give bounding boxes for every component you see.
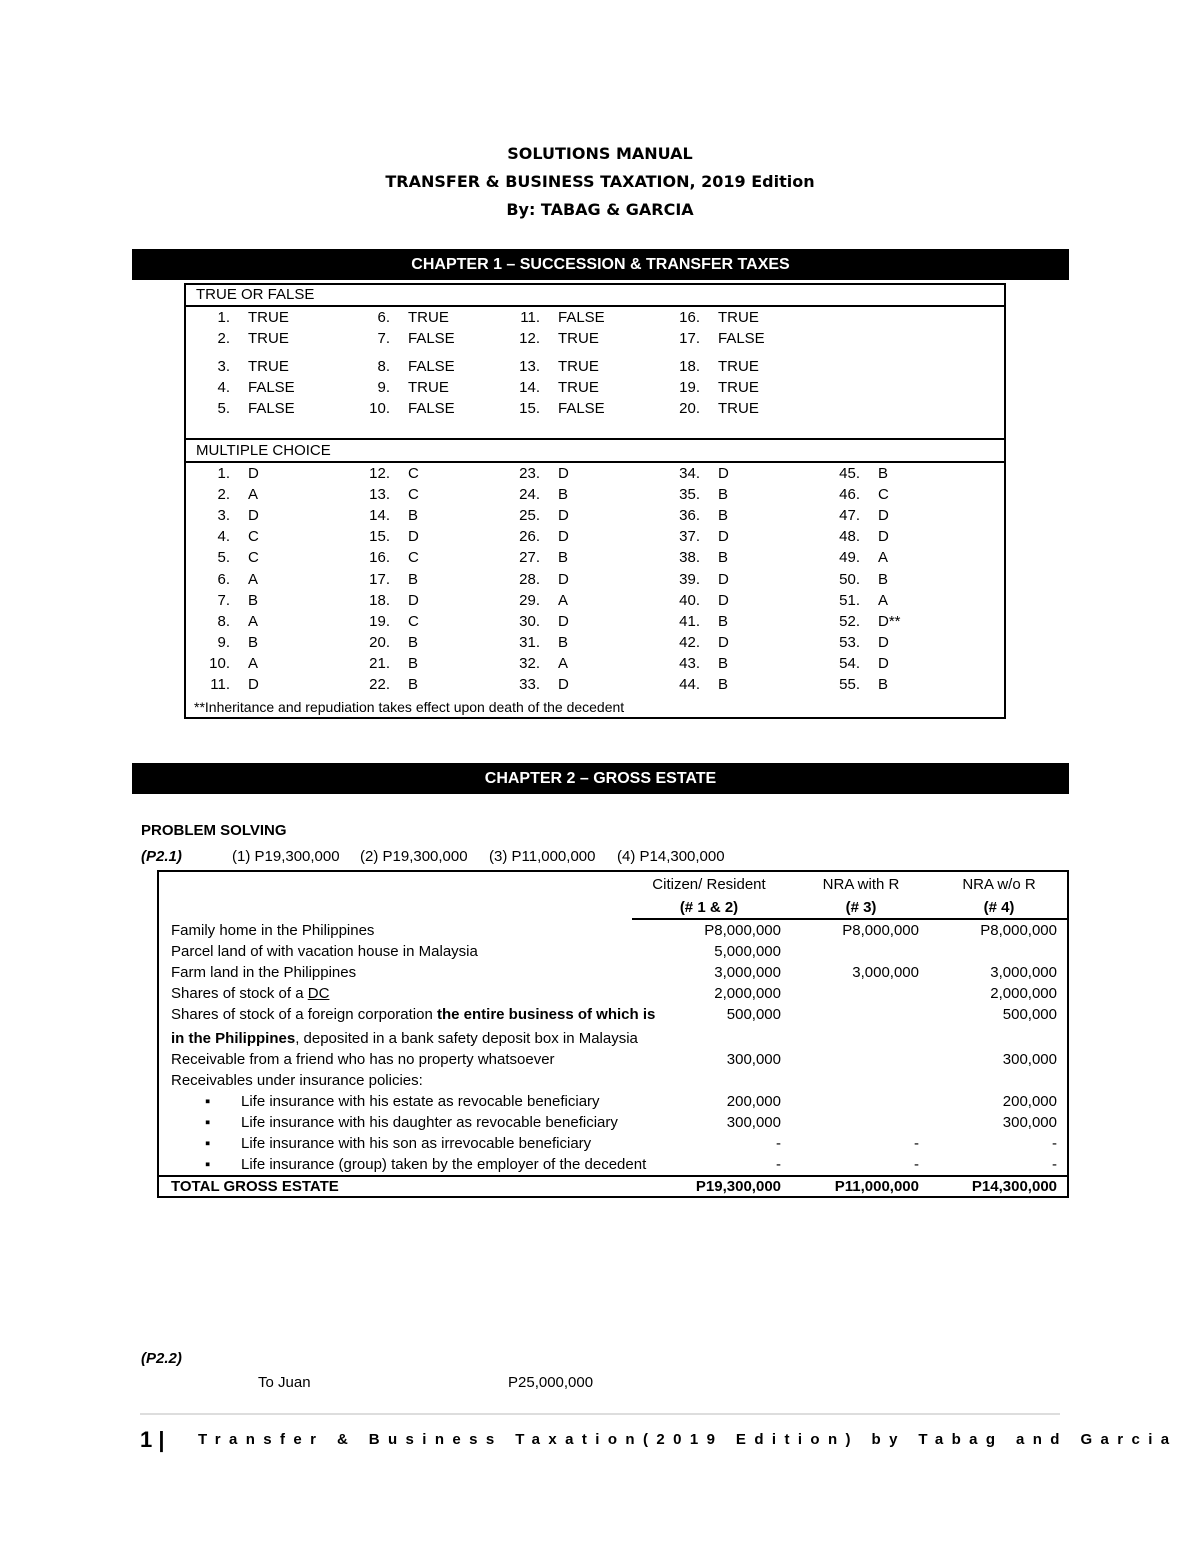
mc-number: 14. (369, 507, 390, 525)
footer-page-number: 1 | (140, 1427, 165, 1452)
tf-answer: TRUE (718, 379, 759, 396)
mc-number: 42. (679, 633, 700, 651)
mc-answer: D (878, 654, 889, 672)
mc-number: 40. (679, 591, 700, 609)
p22-recipient: To Juan (258, 1374, 311, 1391)
doc-authors: By: TABAG & GARCIA (506, 200, 694, 219)
tf-answer: TRUE (558, 358, 599, 375)
tf-number: 18. (679, 358, 700, 375)
mc-number: 44. (679, 676, 700, 693)
row-nra-without-r: 300,000 (1002, 1051, 1057, 1068)
mc-answer: D (878, 528, 889, 546)
row-citizen: 2,000,000 (714, 985, 781, 1002)
mc-answer: B (408, 676, 419, 693)
tf-number: 5. (217, 400, 230, 417)
tf-number: 8. (377, 358, 390, 375)
row-label: Family home in the Philippines (171, 922, 375, 939)
mc-number: 24. (519, 486, 540, 504)
mc-number: 37. (679, 528, 700, 546)
tf-number: 6. (377, 309, 390, 326)
tf-answer: TRUE (558, 379, 599, 396)
row-label: Life insurance with his estate as revocable beneficiary (241, 1093, 600, 1110)
mc-answer: B (558, 633, 569, 651)
mc-answer: D (878, 507, 889, 525)
mc-number: 2. (217, 486, 230, 504)
mc-answer: B (718, 654, 729, 672)
mc-answer: C (408, 486, 419, 504)
mc-answer: B (248, 633, 259, 651)
row-label: in the Philippines, deposited in a bank safety deposit box in Malaysia (171, 1030, 638, 1047)
tf-number: 7. (377, 330, 390, 347)
mc-answer: D (718, 633, 729, 651)
tf-number: 19. (679, 379, 700, 396)
row-citizen: 300,000 (726, 1114, 781, 1131)
footer-rule (140, 1413, 1060, 1415)
row-label: Life insurance (group) taken by the employer of the decedent (241, 1156, 647, 1173)
chapter1-answer-box (184, 283, 1006, 719)
mc-answer: D (408, 528, 419, 546)
mc-answer: D (718, 528, 729, 546)
doc-title: SOLUTIONS MANUAL (507, 144, 693, 163)
mc-number: 9. (217, 633, 230, 651)
tf-number: 14. (519, 379, 540, 396)
p21-label: (P2.1) (141, 848, 182, 865)
mc-answer: D (248, 676, 259, 693)
mc-number: 54. (839, 654, 860, 672)
tf-answer: TRUE (558, 330, 599, 347)
mc-answer: D (408, 591, 419, 609)
mc-number: 47. (839, 507, 860, 525)
mc-number: 11. (210, 676, 230, 693)
tf-number: 1. (217, 309, 230, 326)
mc-number: 26. (519, 528, 540, 546)
mc-footnote: **Inheritance and repudiation takes effect upon death of the decedent (194, 699, 625, 715)
row-label: Parcel land of with vacation house in Malaysia (171, 943, 478, 960)
mc-number: 34. (679, 465, 700, 482)
mc-answer: B (878, 465, 889, 482)
mc-number: 46. (839, 486, 860, 504)
col-subheader-nra-with-r: (# 3) (845, 899, 877, 916)
tf-answer: TRUE (248, 330, 289, 347)
tf-number: 20. (679, 400, 700, 417)
mc-number: 15. (369, 528, 390, 546)
tf-answer: FALSE (248, 379, 295, 396)
tf-answer: FALSE (408, 330, 455, 347)
row-nra-with-r: - (914, 1135, 919, 1152)
doc-subtitle: TRANSFER & BUSINESS TAXATION, 2019 Edition (385, 172, 815, 191)
mc-answer: C (408, 549, 419, 567)
mc-number: 35. (679, 486, 700, 504)
col-subheader-citizen: (# 1 & 2) (679, 899, 739, 916)
p22-label: (P2.2) (141, 1350, 182, 1367)
mc-number: 33. (519, 676, 540, 693)
mc-answer: B (558, 486, 569, 504)
tf-number: 12. (519, 330, 540, 347)
row-label: Farm land in the Philippines (171, 964, 357, 981)
mc-number: 1. (217, 465, 230, 482)
total-nra-with-r: P11,000,000 (834, 1178, 919, 1195)
col-header-nra-without-r: NRA w/o R (962, 876, 1036, 893)
row-nra-without-r: 200,000 (1002, 1093, 1057, 1110)
tf-heading: TRUE OR FALSE (186, 285, 1004, 307)
row-label-underlined: DC (307, 985, 330, 1002)
mc-answer: A (878, 549, 889, 567)
tf-answer: TRUE (408, 379, 449, 396)
row-citizen: - (776, 1135, 781, 1152)
row-nra-with-r: 3,000,000 (852, 964, 919, 981)
mc-number: 4. (217, 528, 230, 546)
mc-answer: B (718, 676, 729, 693)
row-nra-without-r: 3,000,000 (990, 964, 1057, 981)
gross-estate-table (157, 870, 1069, 1198)
mc-number: 21. (369, 654, 390, 672)
mc-number: 38. (679, 549, 700, 567)
row-citizen: 500,000 (726, 1006, 781, 1023)
col-subheader-nra-without-r: (# 4) (983, 899, 1015, 916)
mc-answer: A (558, 591, 569, 609)
p21-answer-2: (2) P19,300,000 (360, 848, 468, 865)
mc-answer: B (558, 549, 569, 567)
mc-answer: D (558, 570, 569, 588)
chapter1-title: CHAPTER 1 – SUCCESSION & TRANSFER TAXES (411, 255, 790, 273)
problem-solving-heading: PROBLEM SOLVING (141, 822, 287, 839)
tf-answer: FALSE (558, 309, 605, 326)
row-label-bold: the entire business of which is (436, 1006, 656, 1023)
mc-answer: B (408, 507, 419, 525)
tf-answer: TRUE (248, 358, 289, 375)
mc-answer: A (248, 486, 259, 504)
mc-answer: D (558, 507, 569, 525)
mc-answer: A (558, 654, 569, 672)
mc-number: 50. (839, 570, 860, 588)
row-nra-without-r: 500,000 (1002, 1006, 1057, 1023)
tf-answer: TRUE (718, 309, 759, 326)
tf-number: 2. (217, 330, 230, 347)
tf-answer: FALSE (718, 330, 765, 347)
col-header-nra-with-r: NRA with R (822, 876, 900, 893)
mc-number: 31. (519, 633, 540, 651)
mc-answer: B (878, 676, 889, 693)
section-divider (186, 438, 1004, 440)
mc-number: 49. (839, 549, 860, 567)
mc-answer: D (718, 465, 729, 482)
mc-number: 16. (369, 549, 390, 567)
row-citizen: 200,000 (726, 1093, 781, 1110)
tf-number: 16. (679, 309, 700, 326)
mc-answer: C (408, 465, 419, 482)
bullet-icon: ▪ (205, 1093, 211, 1110)
mc-number: 13. (369, 486, 390, 504)
row-nra-without-r: - (1052, 1135, 1057, 1152)
p21-answer-3: (3) P11,000,000 (489, 848, 596, 865)
chapter2-title-bar (132, 763, 1069, 794)
mc-answer: D (248, 507, 259, 525)
mc-answer: D (718, 591, 729, 609)
row-nra-without-r: P8,000,000 (980, 922, 1057, 939)
mc-number: 52. (839, 612, 860, 630)
mc-number: 18. (369, 591, 390, 609)
total-rule (159, 1175, 1067, 1177)
mc-answer: A (248, 654, 259, 672)
mc-number: 5. (217, 549, 230, 567)
row-citizen: - (776, 1156, 781, 1173)
row-label-bold: in the Philippines (171, 1030, 296, 1047)
mc-heading: MULTIPLE CHOICE (186, 441, 1004, 463)
mc-number: 27. (519, 549, 540, 567)
mc-number: 39. (679, 570, 700, 588)
mc-answer: D** (878, 612, 901, 630)
tf-number: 3. (217, 358, 230, 375)
mc-answer: B (408, 654, 419, 672)
tf-answer: TRUE (718, 400, 759, 417)
col-header-citizen: Citizen/ Resident (652, 876, 766, 893)
row-citizen: P8,000,000 (704, 922, 781, 939)
mc-answer: C (878, 486, 889, 504)
p22-amount: P25,000,000 (508, 1374, 594, 1391)
row-citizen: 5,000,000 (714, 943, 781, 960)
mc-answer: D (558, 528, 569, 546)
mc-number: 53. (839, 633, 860, 651)
mc-number: 43. (679, 654, 700, 672)
mc-number: 32. (519, 654, 540, 672)
bullet-icon: ▪ (205, 1114, 211, 1131)
mc-number: 28. (519, 570, 540, 588)
mc-number: 17. (369, 570, 390, 588)
mc-answer: B (718, 549, 729, 567)
row-label: Receivable from a friend who has no property whatsoever (171, 1051, 555, 1068)
mc-number: 8. (217, 612, 230, 630)
mc-answer: D (558, 676, 569, 693)
row-label: Receivables under insurance policies: (171, 1072, 423, 1089)
mc-answer: D (878, 633, 889, 651)
bullet-icon: ▪ (205, 1135, 211, 1152)
row-nra-with-r: P8,000,000 (842, 922, 919, 939)
header-rule (632, 918, 1067, 920)
mc-number: 36. (679, 507, 700, 525)
p21-answer-1: (1) P19,300,000 (232, 848, 340, 865)
mc-answer: B (718, 486, 729, 504)
mc-answer: C (248, 528, 259, 546)
chapter2-title: CHAPTER 2 – GROSS ESTATE (484, 769, 717, 787)
mc-answer: B (408, 633, 419, 651)
mc-answer: B (248, 591, 259, 609)
tf-answer: FALSE (248, 400, 295, 417)
mc-answer: A (248, 612, 259, 630)
tf-answer: FALSE (558, 400, 605, 417)
mc-answer: A (248, 570, 259, 588)
row-label: Life insurance with his daughter as revocable beneficiary (241, 1114, 618, 1131)
mc-number: 45. (839, 465, 860, 482)
mc-number: 41. (679, 612, 700, 630)
mc-answer: C (408, 612, 419, 630)
mc-number: 22. (369, 676, 390, 693)
total-citizen: P19,300,000 (695, 1178, 781, 1195)
mc-number: 55. (839, 676, 860, 693)
footer-text: Transfer & Business Taxation(2019 Edition) by Tabag and Garcia (198, 1431, 1178, 1448)
chapter1-title-bar (132, 249, 1069, 280)
total-label: TOTAL GROSS ESTATE (171, 1178, 339, 1195)
tf-number: 11. (520, 309, 540, 326)
mc-number: 30. (519, 612, 540, 630)
p21-answer-4: (4) P14,300,000 (617, 848, 725, 865)
mc-number: 25. (519, 507, 540, 525)
mc-answer: A (878, 591, 889, 609)
row-label: Shares of stock of a foreign corporation the entire business of which is (171, 1006, 656, 1023)
mc-answer: D (558, 465, 569, 482)
mc-number: 20. (369, 633, 390, 651)
row-nra-without-r: 2,000,000 (990, 985, 1057, 1002)
row-nra-with-r: - (914, 1156, 919, 1173)
mc-answer: B (878, 570, 889, 588)
mc-number: 48. (839, 528, 860, 546)
tf-number: 15. (519, 400, 540, 417)
mc-number: 7. (217, 591, 230, 609)
total-nra-without-r: P14,300,000 (971, 1178, 1057, 1195)
tf-answer: TRUE (408, 309, 449, 326)
tf-answer: FALSE (408, 400, 455, 417)
tf-number: 4. (217, 379, 230, 396)
tf-number: 9. (377, 379, 390, 396)
tf-number: 13. (519, 358, 540, 375)
mc-number: 29. (519, 591, 540, 609)
mc-number: 23. (519, 465, 540, 482)
tf-number: 10. (369, 400, 390, 417)
mc-answer: D (248, 465, 259, 482)
mc-answer: B (718, 507, 729, 525)
row-nra-without-r: 300,000 (1002, 1114, 1057, 1131)
mc-answer: B (408, 570, 419, 588)
row-label: Shares of stock of a DC (171, 985, 330, 1002)
bullet-icon: ▪ (205, 1156, 211, 1173)
row-nra-without-r: - (1052, 1156, 1057, 1173)
tf-answer: TRUE (718, 358, 759, 375)
mc-number: 51. (839, 591, 860, 609)
tf-number: 17. (679, 330, 700, 347)
mc-number: 3. (217, 507, 230, 525)
mc-answer: C (248, 549, 259, 567)
mc-number: 6. (217, 570, 230, 588)
mc-number: 10. (209, 654, 230, 672)
tf-answer: FALSE (408, 358, 455, 375)
row-citizen: 3,000,000 (714, 964, 781, 981)
mc-number: 12. (369, 465, 390, 482)
tf-answer: TRUE (248, 309, 289, 326)
row-label: Life insurance with his son as irrevocable beneficiary (241, 1135, 592, 1152)
mc-number: 19. (369, 612, 390, 630)
mc-answer: B (718, 612, 729, 630)
row-citizen: 300,000 (726, 1051, 781, 1068)
mc-answer: D (718, 570, 729, 588)
mc-answer: D (558, 612, 569, 630)
